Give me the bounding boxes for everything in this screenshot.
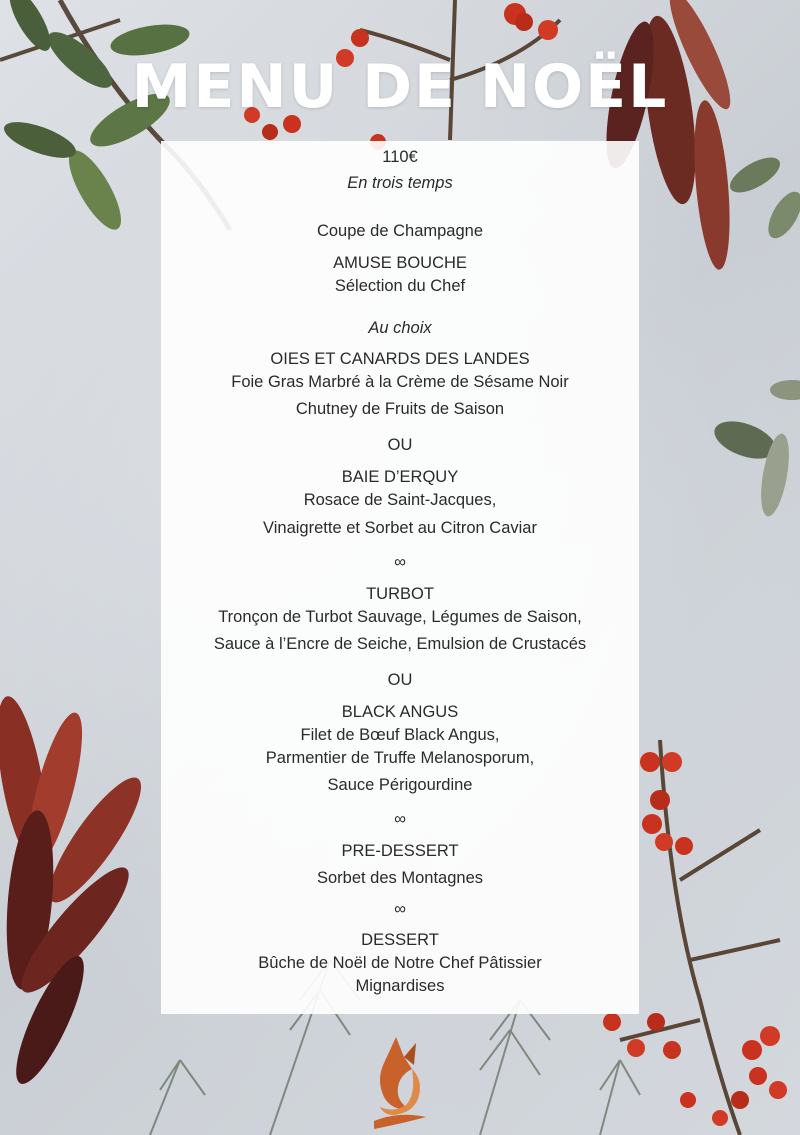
starter1-line: Foie Gras Marbré à la Crème de Sésame Noir [231, 373, 569, 391]
starter1-heading: OIES ET CANARDS DES LANDES [270, 350, 530, 368]
amuse-heading: AMUSE BOUCHE [333, 254, 467, 272]
or-label: OU [387, 436, 413, 454]
starter2-line: Vinaigrette et Sorbet au Citron Caviar [263, 519, 537, 537]
starter2-heading: BAIE D’ERQUY [341, 468, 459, 486]
separator: ∞ [394, 810, 406, 828]
main1-line: Sauce à l’Encre de Seiche, Emulsion de Crustacés [213, 635, 587, 653]
choice-label: Au choix [368, 319, 432, 337]
predessert-heading: PRE-DESSERT [341, 842, 459, 860]
aperitif: Coupe de Champagne [316, 222, 484, 240]
amuse-line: Sélection du Chef [334, 277, 466, 295]
main1-line: Tronçon de Turbot Sauvage, Légumes de Saison, [218, 608, 582, 626]
separator: ∞ [394, 900, 406, 918]
main2-line: Parmentier de Truffe Melanosporum, [265, 749, 535, 767]
menu-content [161, 143, 639, 998]
starter1-line: Chutney de Fruits de Saison [295, 400, 505, 418]
dessert-line: Bûche de Noël de Notre Chef Pâtissier [258, 954, 542, 972]
dessert-heading: DESSERT [361, 931, 439, 949]
dessert-line: Mignardises [355, 977, 445, 995]
starter2-line: Rosace de Saint-Jacques, [303, 491, 497, 509]
predessert-line: Sorbet des Montagnes [316, 869, 484, 887]
main1-heading: TURBOT [366, 585, 434, 603]
main2-line: Filet de Bœuf Black Angus, [300, 726, 500, 744]
main2-heading: BLACK ANGUS [341, 703, 459, 721]
or-label: OU [387, 671, 413, 689]
subtitle: En trois temps [347, 174, 453, 192]
menu-title: MENU DE NOËL [131, 52, 669, 122]
price: 110€ [382, 148, 418, 166]
separator: ∞ [394, 553, 406, 571]
fox-logo [354, 1035, 444, 1130]
protea-bottom-left [0, 693, 154, 1091]
eucalyptus-right [709, 380, 800, 518]
main2-line: Sauce Périgourdine [327, 776, 473, 794]
